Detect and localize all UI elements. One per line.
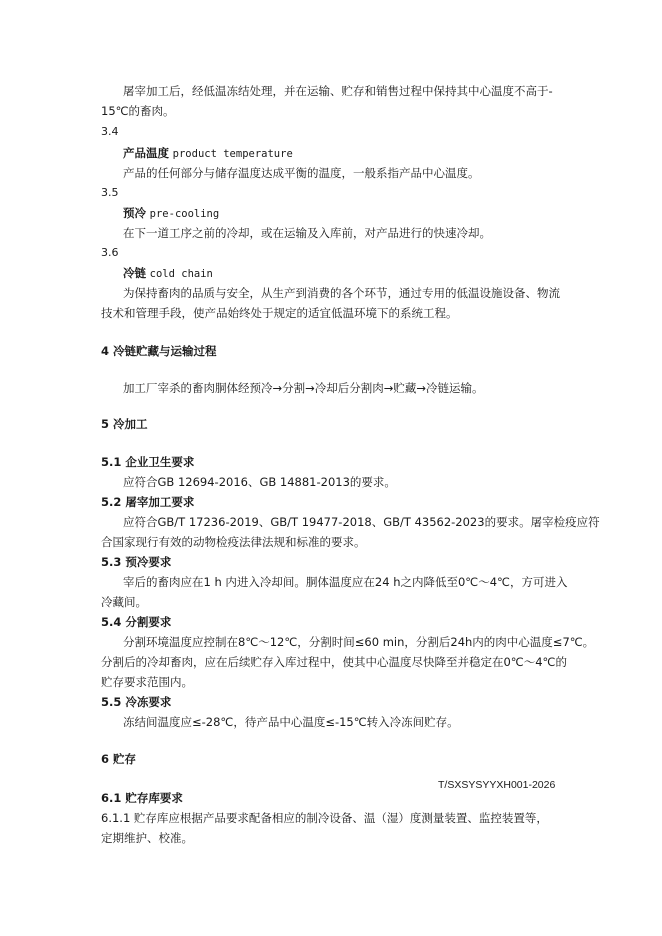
body-text-line: 冻结间温度应≤-28℃，待产品中心温度≤-15℃转入冷冻间贮存。: [123, 715, 459, 729]
body-text-line: 6.1.1 贮存库应根据产品要求配备相应的制冷设备、温（湿）度测量装置、监控装置等，: [101, 811, 548, 825]
term-chinese: 预冷: [123, 206, 146, 220]
section-heading: 4 冷链贮藏与运输过程: [101, 344, 217, 358]
body-text-line: 宰后的畜肉应在1 h 内进入冷却间。胴体温度应在24 h之内降低至0℃～4℃，方可进入: [123, 575, 568, 589]
term-english: cold chain: [149, 268, 213, 280]
definition-text-line: 屠宰加工后，经低温冻结处理，并在运输、贮存和销售过程中保持其中心温度不高于-: [123, 84, 553, 98]
subsection-heading: 5.5 冷冻要求: [101, 695, 172, 709]
body-text-line: 加工厂宰杀的畜肉胴体经预冷→分割→冷却后分割肉→贮藏→冷链运输。: [123, 381, 484, 395]
subsection-heading: 5.1 企业卫生要求: [101, 455, 195, 469]
term-chinese: 产品温度: [123, 146, 169, 160]
term-chinese: 冷链: [123, 266, 146, 280]
subsection-heading: 5.4 分割要求: [101, 615, 172, 629]
definition-text-line: 15℃的畜肉。: [101, 104, 175, 118]
body-text-line: 应符合GB/T 17236-2019、GB/T 19477-2018、GB/T 43562-2023的要求。屠宰检疫应符: [123, 515, 600, 529]
body-text-line: 分割后的冷却畜肉，应在后续贮存入库过程中，使其中心温度尽快降至并稳定在0℃～4℃的: [101, 655, 567, 669]
term-title: [123, 145, 293, 162]
body-text-line: 应符合GB 12694-2016、GB 14881-2013的要求。: [123, 475, 396, 489]
definition-text-line: 产品的任何部分与储存温度达成平衡的温度，一般系指产品中心温度。: [123, 166, 480, 180]
standard-code: T/SXSYSYYXH001-2026: [438, 779, 556, 791]
term-english: pre-cooling: [149, 208, 220, 220]
subsection-heading: 5.3 预冷要求: [101, 555, 172, 569]
clause-number: 3.4: [101, 125, 119, 138]
clause-number: 3.6: [101, 246, 119, 259]
clause-number: 3.5: [101, 186, 119, 199]
definition-text-line: 在下一道工序之前的冷却，或在运输及入库前，对产品进行的快速冷却。: [123, 226, 491, 240]
section-heading: 5 冷加工: [101, 417, 148, 431]
subsection-heading: 5.2 屠宰加工要求: [101, 495, 195, 509]
body-text-line: 冷藏间。: [101, 595, 147, 609]
subsection-heading: 6.1 贮存库要求: [101, 791, 183, 805]
definition-text-line: 技术和管理手段，使产品始终处于规定的适宜低温环境下的系统工程。: [101, 306, 458, 320]
body-text-line: 分割环境温度应控制在8℃～12℃，分割时间≤60 min，分割后24h内的肉中心温度≤7℃。: [123, 635, 595, 649]
body-text-line: 合国家现行有效的动物检疫法律法规和标准的要求。: [101, 535, 366, 549]
body-text-line: 定期维护、校准。: [101, 831, 193, 845]
term-title: [123, 205, 219, 222]
term-title: [123, 265, 213, 282]
section-heading: 6 贮存: [101, 752, 137, 766]
term-english: product temperature: [172, 148, 293, 160]
definition-text-line: 为保持畜肉的品质与安全，从生产到消费的各个环节，通过专用的低温设施设备、物流: [123, 286, 560, 300]
body-text-line: 贮存要求范围内。: [101, 675, 193, 689]
